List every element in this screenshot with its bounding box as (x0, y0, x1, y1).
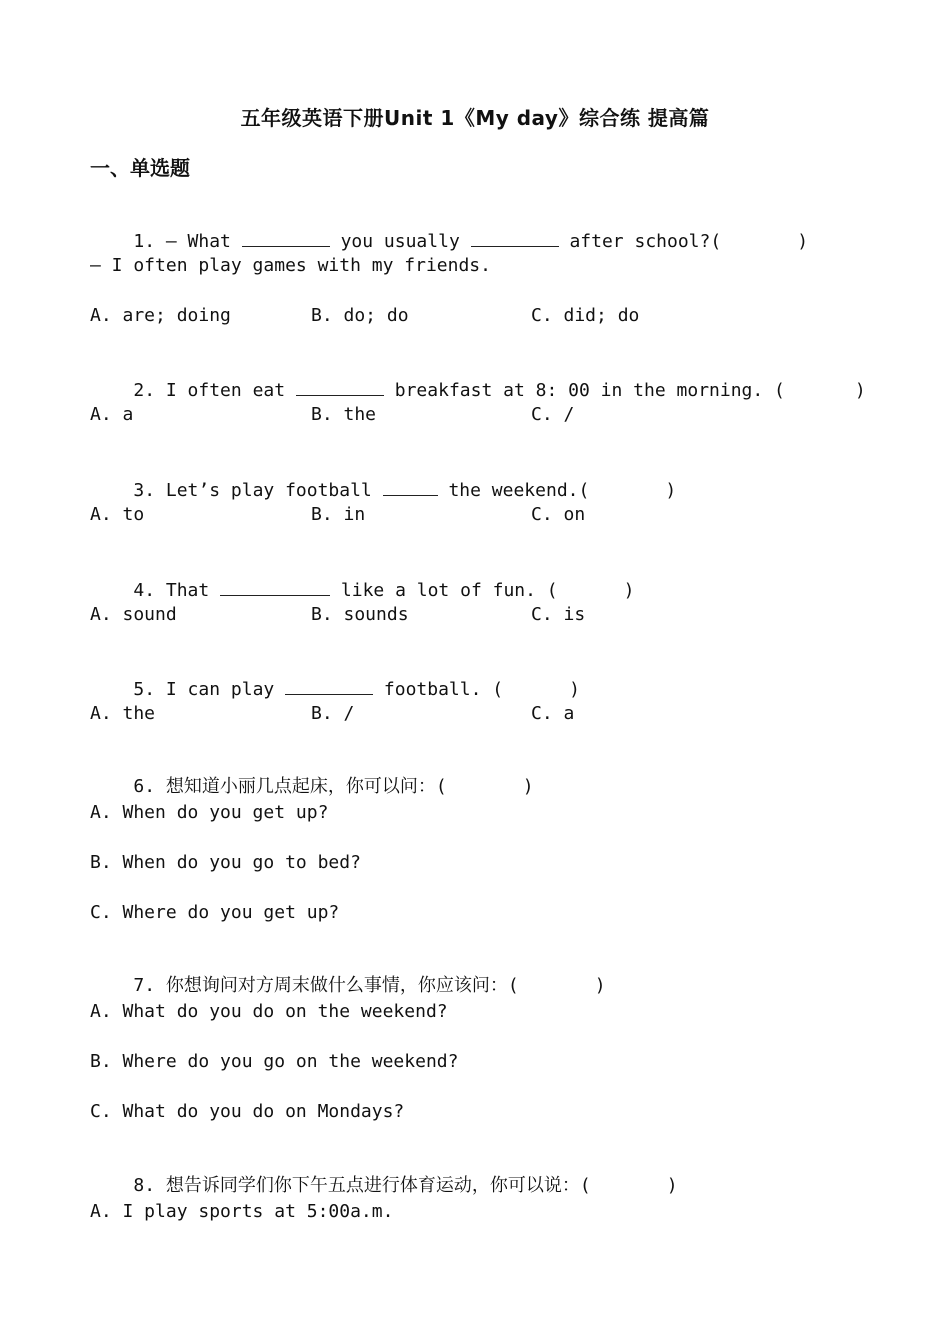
question-2-stem: 2. I often eat breakfast at 8: 00 in the morning. ( ) (90, 353, 866, 427)
answer-blank (296, 377, 384, 396)
option-c: C. is (531, 604, 586, 625)
question-1-reply: — I often play games with my friends. (90, 255, 491, 276)
question-1-stem: 1. — What you usually after school?( ) (90, 204, 808, 278)
question-3-options (90, 503, 790, 527)
section-heading: 一、单选题 (90, 156, 190, 180)
page-title: 五年级英语下册Unit 1《My day》综合练 提高篇 (240, 106, 710, 130)
question-7-option-c: C. What do you do on Mondays? (90, 1101, 405, 1122)
option-a: A. to (90, 504, 145, 525)
answer-blank (220, 577, 330, 596)
question-6-stem: 6. 想知道小丽几点起床，你可以问：( ) (133, 776, 534, 797)
answer-blank (285, 676, 373, 695)
question-8-stem: 8. 想告诉同学们你下午五点进行体育运动，你可以说：( ) (133, 1175, 678, 1196)
question-4-stem: 4. That like a lot of fun. ( ) (90, 553, 634, 627)
question-7-option-a: A. What do you do on the weekend? (90, 1001, 448, 1022)
option-b: B. / (311, 703, 355, 724)
option-a: A. sound (90, 604, 177, 625)
answer-blank (383, 477, 438, 496)
question-6-option-b: B. When do you go to bed? (90, 852, 361, 873)
option-b: B. sounds (311, 604, 409, 625)
option-c: C. / (531, 404, 575, 425)
question-6-option-a: A. When do you get up? (90, 802, 329, 823)
question-7-stem: 7. 你想询问对方周末做什么事情，你应该问：( ) (133, 975, 606, 996)
option-c: C. a (531, 703, 575, 724)
option-b: B. in (311, 504, 366, 525)
option-c: C. on (531, 504, 586, 525)
option-b: B. do; do (311, 305, 409, 326)
option-a: A. a (90, 404, 134, 425)
question-4-options (90, 603, 790, 627)
option-a: A. the (90, 703, 156, 724)
question-8-option-a: A. I play sports at 5:00a.m. (90, 1201, 394, 1222)
question-1-options (90, 304, 790, 328)
question-7-option-b: B. Where do you go on the weekend? (90, 1051, 459, 1072)
answer-blank (471, 228, 559, 247)
question-3-stem: 3. Let’s play football the weekend.( ) (90, 453, 676, 527)
question-5-stem: 5. I can play football. ( ) (90, 652, 580, 726)
question-5-options (90, 702, 790, 726)
question-6-option-c: C. Where do you get up? (90, 902, 340, 923)
option-a: A. are; doing (90, 305, 231, 326)
option-b: B. the (311, 404, 377, 425)
answer-blank (242, 228, 330, 247)
option-c: C. did; do (531, 305, 640, 326)
question-2-options (90, 403, 790, 427)
